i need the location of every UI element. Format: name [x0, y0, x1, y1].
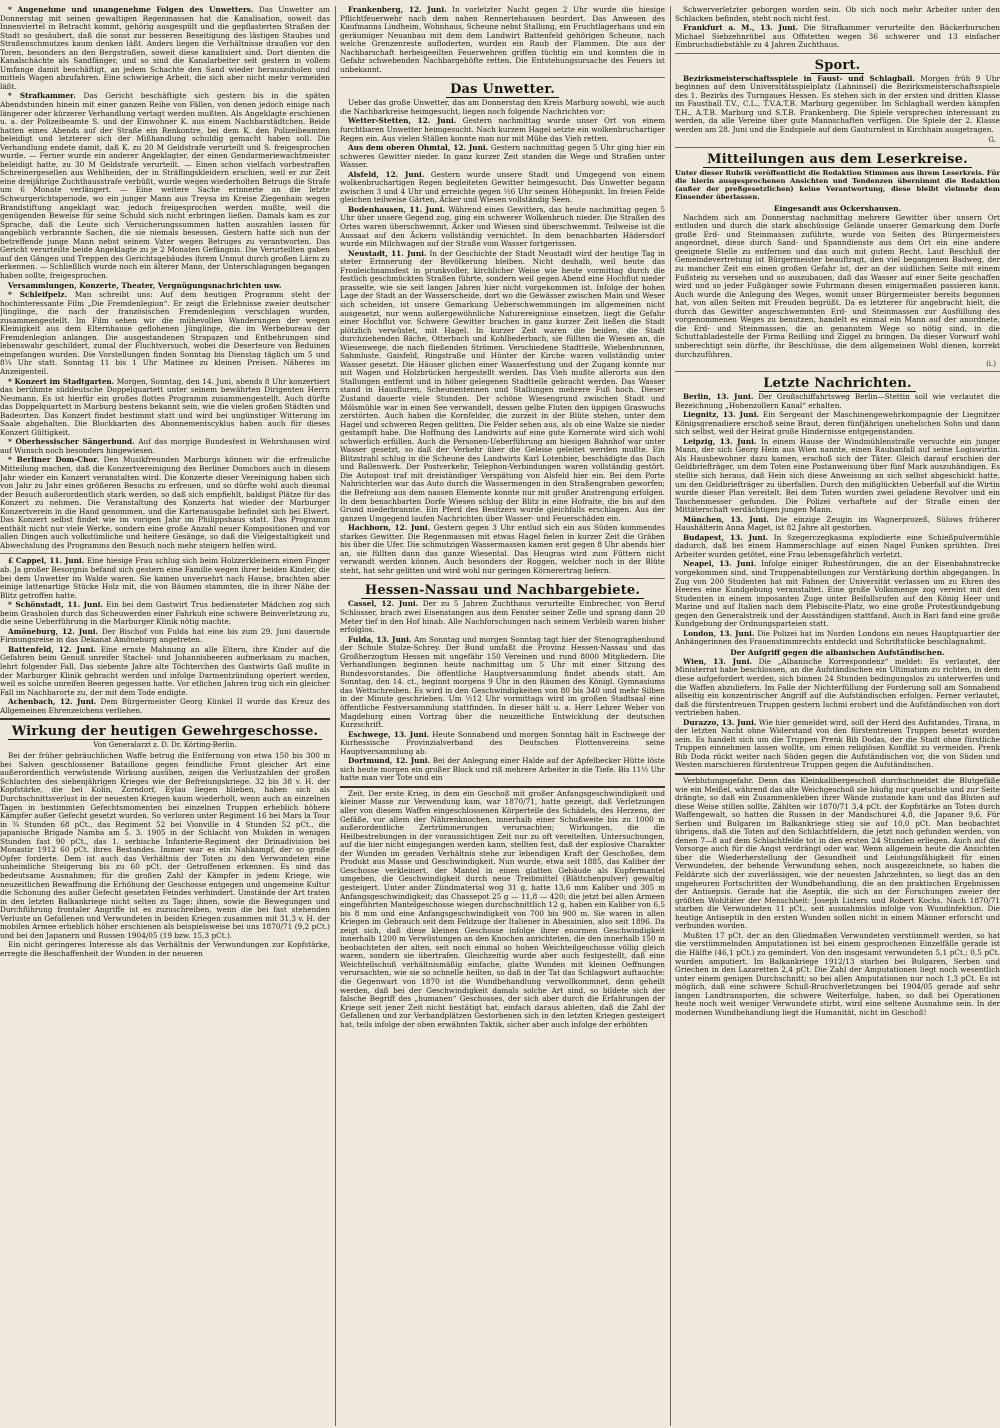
article-paragraph: Bei der früher gebräuchlichen Waffe betrug die Entfernung von etwa 150 bis 300 m bei Salven geschlossener Bataillone gegen feindliche Front gleicher Art eine außerordentlich verwüstende Wirkung ausüben, zeigen die Verlustzahlen der großen Schlachten des siebenjährigen Krieges wie der Befreiungskriege. 32 bis 38 v. H. der Kopfstärke, die bei Kolin, Zorndorf, Eylau liegen blieben, haben sich als Durchschnittsverlust in der neuesten Kriegen kaum wiederholt, wenn auch an einzelnen Tagen in bestimmten Gefechtsmomenten bei einzelnen Truppen erheblich höhere Kämpfer außer Gefecht gesetzt wurden. So verloren unter Regiment 16 bei Mars la Tour in ¾ Stunden 68 pCt., das Regiment 52 bei Vionville in 4 Stunden 52 pCt., die japanische Brigade Namba am 5. 3. 1905 in der Schlacht von Mukden in wenigen Stunden fast 90 pCt., das 1. serbische Infanterie-Regiment der Drinadivision bei Monastir 1912 60 pCt. ihres Bestandes. Immer war es ein Nahkampf, der so große Opfer forderte. Dem ist auch das Verhältnis der Toten zu den Verwundeten eine unheimliche Steigerung bis zu 60 pCt. der Getroffenen erkennen. Es sind das bedeutsame Ausnahmen; für die großen Zahl der Kämpfer in jedem Kriege, wie neuzeitlichen Bewaffnung die Erhöhung der Geschosse entgegen und ungemeine Kultur die Schonung des außer Gefecht gesetzten Feindes verhindert. Umstände der Art traten in den letzten Balkankriege nicht selten zu Tage; ihnen, sowie die Bewegungen und Durchführung frontaler Angriffe ist es zuzuschreiben, wenn die bei fast stehenden Verluste an Gefallenen und Verwundeten in beiden Kriegen zusammen mit 31,3 v. H. der mobilen Armee erheblich höher erschienen als beispielsweise bei uns 1870/71 (9,2 pCt.) und bei den Japanern und Russen 1904/05 (19 bzw. 15,3 pCt.).: [0, 751, 330, 940]
local-news-section: [0, 6, 330, 550]
article-paragraph: Mußten 17 pCt. der an den Gliedmaßen Verwundeten verstümmelt werden, so hat die verstümmelnden Amputationen ist bei einem gesprochenen Einzelfälle gerade ist die Hälfte (46,1 pCt.) zu gemindert. Von den insgesamt verwundeten 5,1 pCt.; 0,5 pCt. wurden amputiert. Im Balkankriege 1912/13 starben bei Bulgaren, Serben und Griechen in den Lazaretten 2,4 pCt. Die Zahl der Amputationen liegt noch wesentlich unter einem genigen Durchschnitt; so bei allen Amputationen nur noch 1,3 pCt. Es ist möglich, daß eine schwere Schuß-Bruchverletzungen bei 1904/05 gerade auf sehr langen Landtransporten, die schwere Weiterfolge, haben, so daß bei Operationen heute noch weit weniger Verwundete stirbt, wird eine seltene Ausnahme sein. In der modernen Wundbehandlung liegt die Humanität, nicht im Geschoß!: [675, 930, 1000, 1017]
news-item: [675, 438, 1000, 515]
news-item-text: In einem Hause der Windmühlenstraße versuchte ein junger Mann, der sich Georg Hein aus Wien nannte, einen Raubanfall auf seine Logiswirtin. Als Hausbewohner dazu kamen, erschoß sich der Täter. Gleich darauf erschien der Geldbriefträger, um dem Toten eine Postanweisung über fünf Mark auszuhändigen. Es stellte sich heraus, daß Hein sich diese Anweisung an sich selbst abgeschickt hatte, um den Geldbriefträger zu überfallen. Durch den mißglückten Ueberfall auf die Wirtin wurde dieser Plan vereitelt. Bei dem Toten wurden zwei geladene Revolver und ein Taschenmesser gefunden. Die Polizei verhaftete auf der Straße einen der Mittäterschaft verdächtigen jungen Mann.: [675, 436, 1000, 515]
news-item: [675, 658, 1000, 718]
news-item-lead: Liegnitz, 13. Juni.: [683, 410, 760, 420]
news-item-text: In der Geschichte der Stadt Neustadt wird der heutige Tag in steter Erinnerung der Bevölkerung bleiben. Nicht deshalb, weil heute das Fronleichnamsfest in prunkvoller, kirchlicher Weise wie heute vormittag durch die festlich geschmückten Straßen führte, sondern weil gegen Abend eine Hochflut nieder prasselte, wie sie seit langen Jahren hier nicht vorgekommen ist. Infolge der hohen Lage der Stadt an der Wasserscheide, dort wo die Gewässer zwischen Main und Weser sich scheiden, ist unsere Gemarkung Ueberschwemmungen im allgemeinen nicht ausgesetzt, nur wenn außergewöhnliche Naturereignisse einsetzen, liegt die Gefahr einer Hochflut vor. Schwere Gewitter brachen in ganz kurzer Zeit ließen die Stadt plötzlich verwüstet, mit Hagel. In kurzer Zeit waren die beiden, die Stadt durchziehenden Bäche, Otterbach und Kohlbederbach, sie füllten die Wiesen an, die Wiesenwege, die nach fließenden Strömen. Verschiedene Stadtteile, Wiebenbrunnen, Sahmluste, Gaisfeld, Ringstraße und Hünter der Kirche waren vollständig unter Wasser gesetzt. Die Häuser glichen einer Wasserfestung und der Zugang konnte nur mit Wagen und Holzbrücken hergestellt werden. Das Vieh mußte allerorts aus den Stallungen entfernt und in höher gelegenen Stadtteile gebracht werden. Das Wasser stand in Hausfluren, Scheunentennen und Stallungen mehrere Fuß hoch. Dieser Zustand dauerte viele Stunden. Der schöne Wiesengrund zwischen Stadt und Mölsmühle war in einen See verwandelt, dessen gelbe Fluten den üppigen Graswuchs zerstörten. Auch haben die Kornfelder, die zurzeit in der Blüte stehen, unter dem Hagel und schweren Regen gelitten. Die Felder sehen aus, als ob eine Walze sie nieder gestampft habe. Die Hoffnung des Landwirts auf eine gute Kornernte wird sich wohl schwerlich erfüllen. Auch die Personen-Ueberführung am hiesigen Bahnhof war unter Wasser gesetzt, so daß der Verkehr über die Geleise geleitet werden mußte. Ein Blitzstrahl schlug in die Scheune des Landwirts Karl Lotenbier, beschädigte das Dach und Ballenwerk. Der Postverkehr, Telephon-Verbindungen waren vollständig gestört. Die Autopost traf mit dreiständiger Verspätung von Alsfeld hier ein. Bei dem Porte Nahrichterlen war das Auto durch die Wassermengen in den Straßengraben geworfen; die Befreiung aus dem nassen Elemente konnte nur mit großer Anstrengung erfolgen. In dem benachbarten Dorfe Wiesen schlug der Blitz in eine Hofraite, die bis auf den Grund niederbrannte. Ein Pferd des Besitzers wurde gleichfalls erschlagen. Aus der ganzen Umgegend laufen Nachrichten über Wasser- und Feuerschäden ein.: [340, 248, 665, 523]
news-item: [340, 117, 665, 143]
news-item-lead: Frankfurt a. M., 13. Juni.: [683, 23, 798, 33]
news-item: [675, 560, 1000, 628]
news-item-lead: * Schleifpelz.: [8, 290, 68, 300]
news-item: [0, 6, 330, 91]
news-item: [0, 456, 330, 550]
leserkreise-disclaimer: Unter dieser Rubrik veröffentlicht die Redaktion Stimmen aus ihrem Leserkreis. Für die hierin ausgesprochenen Ansichten und Tendenzen übernimmt die Redaktion (außer der preßgesetzlichen) keine Verantwortung, diese bleibt vielmehr dem Einsender überlassen.: [675, 168, 1000, 202]
news-item: [0, 282, 330, 291]
news-item-lead: Cassel, 12. Juni.: [348, 599, 419, 609]
news-item-lead: Amöneburg, 12. Juni.: [8, 626, 99, 636]
news-item-text: Das Unwetter am Donnerstag mit seinen gewaltigen Regenmassen hat die Kanalisation, soweit das Innenviertel in Betracht kommt, gehörig ausgespült und die gepflasterten Straßen der Stadt so gesäubert, daß die sonst zur besseren Beseitigung des lästigen Staubes und Straßenschmutzes kaum denken läßt. Anders liegen die Verhältnisse draußen vor den Toren, besonders an den Bergstraßen, soweit diese kanalisiert sind. Dort dienten die Kanalschächte als Sandfänger, und so sind die Kanalarbeiter seit gestern in vollem Umfange damit beschäftigt, an jedem Schachte den Sand wieder herauszuholen und mittels Wagen abzufahren. Eine schwierige Arbeit, die sich aber nicht mehr vermeiden läßt.: [0, 6, 330, 91]
news-item-text: Der zu 5 Jahren Zuchthaus verurteilte Einbrecher, von Beruf Schlosser, brach zwei Eisenstangen aus dem Fenster seiner Zelle und sprang dann 20 Meter tief in den Hof hinab. Alle Nachforschungen nach seinem Verbleib waren bisher erfolglos.: [340, 599, 665, 635]
news-item-lead: Versammlungen, Konzerte, Theater, Vergnügungsnachrichten usw.: [8, 280, 282, 290]
leserkreise-signature: (i.): [986, 360, 996, 369]
news-item-text: Ueber das große Unwetter, das am Donnerstag den Kreis Marburg sowohl, wie auch die Nachbarkreise heimgesucht, liegen noch folgende Nachrichten vor:: [340, 98, 665, 116]
divider: [340, 786, 665, 788]
letzte-nachrichten-section: [675, 393, 1000, 647]
article-paragraph: Zeit. Der erste Krieg, in dem ein Geschoß mit großer Anfangsgeschwindigkeit und kleiner Masse zur Verwendung kam, war 1870/71, hatte gezeigt, daß Verletzungen aller von diesem Waffen eingeschlossenen Körperteile des Schädels, des Herzens, der Gefäße, vor allem der Nährenknochen, innerhalb einer Schußweite bis zu 1000 m außerordentliche Zertrümmerungen verursachten; Wirkungen, die die Heilbestrebungen in der voraussichtigen Zeit nur zu oft vereitelten. Untersuchungen, auf die hier nicht eingegangen werden kann, stellten fest, daß der explosive Charakter der Wunden im geraden Verhältnis stehe zur lebendigen Kraft der Geschoßes, dem Produkt aus Masse und Geschwindigkeit. Nun wurde, etwa seit 1885, das Kaliber der Geschosse verkleinert, der Mantel in einen glatten Gebäude als Kupfermantel umgeben, die Geschwindigkeit durch neue Treibmittel (Blättchenpulver) gewaltig gesteigert. Unter ander Zündmaterial wog 31 g, hatte 13,6 mm Kaliber und 305 m Anfangsgeschwindigkeit; das Chassepot 25 g — 11,8 — 420; die jetzt bei allen Armeen eingeführten Mantelgeschosse wiegen durchschnittlich 12 g, haben ein Kaliber von 6,5 bis 8 mm und eine Anfangsgeschwindigkeit von 700 bis 900 m. Sie waren in allen Kriegen im Gebrauch seit dem Feldzuge der Italiener in Abessinien, also seit 1896. Da zeigt sich, daß diese kleinen Geschosse infolge ihrer enormen Geschwindigkeit innerhalb 1200 m Verwüstungen an den Knochen anrichteten, die den innerhalb 150 m beobachteten der alten, seit noch einmal so hohen Weichteilgeschosse völlig gleich waren, sondern sie übertrafen. Gleichzeitig wurde aber auch festgestellt, daß eine Weichteilschuß verhältnismäßig einfache, glatte Wunden mit kleinen Oeffnungen verursachten, wie sie so schnelle heilten, so daß in der Tat das Schlagwort auftauchte: die Gegenwart von 1870 ist die Wundbehandlung verwollkommnet, denn geheilt werden, daß bei der Geschwindigkeit damals solche Art sind, so bildete sich der falsche Begriff des „humanen“ Geschosses, der sich aber durch die Erfahrungen der Kriege seit jener Zeit nicht bestätigt hat, einfach daraus ableiten, daß die Zahl der Gefallenen und zur Verbandplätzen Gestorbenen sich in den letzten Kriegen gesteigert hat, teils infolge der oben erwähnten Taktik, sicher aber auch infolge der erhöhten: [340, 788, 665, 1029]
continued-news: [675, 6, 1000, 50]
news-item: [0, 291, 330, 376]
news-item: [340, 731, 665, 757]
news-item-text: Die einzige Zeugin im Wagnerprozeß, Sülows früherer Haushälterin Anna Maget, ist 82 Jahre alt gestorben.: [675, 514, 1000, 533]
news-item-text: Die „Albanische Korrespondenz“ meldet: Es verlautet, der Ministerrat habe beschlossen, an die Aufständischen ein Ultimatum zu richten, in dem diese aufgefordert werden, sich binnen 24 Stunden bedingungslos zu unterwerfen und die Waffen abzuliefern. Im Falle der Nichterfüllung der Forderung soll am Sonnabend allseitig ein konzentrischer Angriff auf die Aufständischen erfolgen. Ferner verlautet, daß die fürstentreuen Truppen gestern Ischmi erobert und die Aufständischen von dort vertrieben haben.: [675, 656, 1000, 718]
news-item-lead: Achenbach, 12. Juni.: [8, 697, 97, 707]
article-conclusion: [675, 777, 1000, 1017]
news-item-text: Ein bei dem Gastwirt Trus bediensteter Mädchen zog sich beim Grasholen durch das Scheuwerden einer Fahrkuh eine schwere Beinverletzung zu, die seine Ueberführung in die Marburger Klinik nötig machte.: [0, 600, 330, 627]
news-item-lead: Frankenberg, 12. Juni.: [348, 6, 447, 14]
news-item-lead: Battenfeld, 12. Juni.: [8, 644, 96, 654]
divider: [675, 53, 1000, 54]
news-item: [340, 171, 665, 205]
news-item-lead: Bodenhausen, 11. Juni.: [348, 204, 446, 214]
news-item-lead: Wetter-Stetten, 12. Juni.: [348, 116, 457, 126]
news-item: [340, 524, 665, 575]
news-item: [0, 92, 330, 280]
news-item-lead: Bezirksmeisterschaftsspiele in Faust- und Schlagball.: [683, 73, 915, 83]
divider: [675, 773, 1000, 775]
news-item: [0, 438, 330, 455]
news-item-lead: * Strafkammer.: [8, 91, 76, 101]
section-title-leserkreise: Mitteilungen aus dem Leserkreise.: [675, 152, 1000, 168]
sport-section: [675, 75, 1000, 135]
frankenberg-news: [340, 6, 665, 74]
divider: [0, 553, 330, 554]
news-item-text: Gestern nachmittag gegen 5 Uhr ging hier ein schweres Gewitter nieder. In ganz kurzer Zeit standen die Wege und Straßen unter Wasser.: [340, 143, 665, 170]
news-item-text: Morgen früh 9 Uhr beginnen auf dem Universitätsspielplatz (Lahninsel) die Bezirksmeisterschaftsspiele des 1. Bezirks des Turngaues Hessen. Es stehen sich in der ersten und dritten Klasse im Faustball T.V., C.L., T.V.A.T.B. Marburg gegenüber. Im Schlagball werden kämpfen T.H., A.T.B. Marburg und S.T.B. Frankenberg. Die Spiele versprechen interessant zu werden, da alle Vereine über gute Mannschaften verfügen. Die Spiele der 2. Klasse werden am 28. Juni und die Endspiele auf dem Gauturnfest in Kirchhain ausgetragen.: [675, 73, 1000, 135]
news-item: [340, 144, 665, 170]
news-item-lead: Dortmund, 12. Juni.: [348, 756, 431, 766]
article-title-gewehrgeschosse: Wirkung der heutigen Gewehrgeschosse.: [0, 724, 330, 740]
article-paragraph: Ein nicht geringeres Interesse als das Verhältnis der Verwundungen zur Kopfstärke, erregte die Beschaffenheit der Wunden in der neueren: [0, 940, 330, 958]
news-item: [340, 99, 665, 116]
hessen-nassau-section: [340, 600, 665, 782]
news-item-text: Ein Sergeant der Maschinengewehrkompagnie der Liegnitzer Königsgrenadiere erschoß seine Braut, deren fünfjährigen unehelichen Sohn und dann sich selbst, weil der Heirat große Hindernisse entgegenstanden.: [675, 410, 1000, 437]
news-item-lead: * Konzert im Stadtgarten.: [8, 376, 115, 386]
news-item: [0, 601, 330, 627]
news-item-lead: Berlin, 13. Juni.: [683, 392, 754, 402]
divider: [675, 147, 1000, 148]
news-item-lead: Wien, 13. Juni.: [683, 656, 753, 666]
divider: [340, 578, 665, 579]
news-item: [340, 636, 665, 730]
news-item-text: Heute Sonnabend und morgen Sonntag hält in Eschwege der Kurhessische Provinzialverband des Deutschen Flottenvereins seine Hauptversammlung ab.: [340, 729, 665, 756]
news-item: [340, 757, 665, 783]
news-item-text: Schwerverletzter geborgen worden sein. Ob sich noch mehr Arbeiter unter den Schlacken befinden, steht noch nicht fest.: [675, 6, 1000, 23]
news-item-lead: * Angenehme und unangenehme Folgen des Unwetters.: [8, 6, 254, 14]
news-item-text: Man schreibt uns: Auf dem heutigen Programm steht der hochinteressante Film „Die Fremdenlegion“. Er zeigt die Erlebnisse zweier deutscher Jünglinge, die nach der französischen Fremdenlegion verschlagen wurden, zusammengestellt. Im Film sehen wir die mühevollen Wanderungen der wegen Kleinigkeit aus dem Elternhause geflohenen Jünglinge, die im Werbebureau der Fremdenlegion anlangen. Die ausgestandenen Strapazen und Entbehrungen sind lebenswahr geschildert, zumal der Fluchtversuch, wobei die Deserteure von Beduinen eingefangen wurden. Die Vorstellungen finden Sonntag bis Dienstag täglich um 5 und 8¼ Uhr statt. Sonntag 11 bis 1 Uhr Matinee zu kleinen Preisen. Näheres im Anzeigenteil.: [0, 290, 330, 376]
news-item-text: Gestern gegen 3 Uhr entlud sich ein aus Süden kommendes starkes Gewitter. Die Regenmassen mit etwas Hagel fielen in kurzer Zeit die Gräben bis über die Ufer. Die schmutzigen Wassermassen kamen erst gegen 8 Uhr abends hier an, sie füllten dann das ganze Wiesental. Das Heugras wird zum Füttern nicht verwandt werden können. Auch besonders der Roggen, welcher noch in der Blüte steht, hat sehr gelitten und wird wohl nur geringen Körnerertrag liefern.: [340, 523, 665, 575]
news-item: [675, 24, 1000, 50]
news-item: [340, 6, 665, 74]
column-3: [670, 6, 1000, 1426]
article-body-gewehrgeschosse: [0, 752, 330, 958]
news-item-lead: * Oberhessischer Sängerbund.: [8, 437, 135, 447]
leserkreise-letter: Nachdem sich am Donnerstag nachmittag mehrere Gewitter über unsern Ort entluden und durch die stark abschüssige Gelände unserer Gemarkung dem Dorfe große Erd- und Steinmassen zuführte, wurde von Seiten des Bürgermeisters angeordnet, diese durch Sand- und Spanndienste aus dem Ort ein eine andere geeignete Stelle zu entfernen und das auch mit gutem Recht. Laut Beschluß der Gemeindevertretung ist Bürgermeister beauftragt, den viel begangenen Badweg, der zu mancher Zeit ein einen großen Gefahr ist, der an der südlichen Seite mit einem Fußsteig zu versehen und so auszubauen, daß das Wasser auf einer Seite geschaffen wird und so jeder Fußgänger sowie Fuhrmann diesen einigermaßen passieren kann. Auch wurde die Anlegung des Weges, womit unser Bürgermeister bereits begonnen hat, von allen Seiten mit Freuden begrüßt. Da es letzterer für angebracht hielt, die durch das Gewitter angeschwemmten Erd- und Steinmassen zur Ausfüllung des vorgenommenen Weges zu benutzen, handelt es einmal ein Mann auf der anordnete, die Erd- und Steinmassen, die an genanntem Wege so nötig sind, in die Schuttabladestelle der Firma Reißing und Ziggel zu bringen. Da dieser Vorwurf wohl unberechtigt sein dürfte, ihr Beschlüsse, die dem allgemeinen Wohl dienen, korrekt durchzuführen.: [675, 212, 1000, 359]
divider: [0, 718, 330, 720]
news-item-text: Infolge einiger Ruhestörungen, die an der Eisenbahnstrecke vorgekommen sind, sind Truppenabteilungen zur Verstärkung dorthin abgegangen. In Zug von 200 Studenten hat mit Fahnen der Universität verlassen um zu Ehren des Heeres eine Kundgebung veranstaltet. Eine große Volksmenge zog vereint mit den Studenten in einem imposanten Zuge unter Beifallsrufen auf den König Heer und Marine und auf Italien nach dem Plebiscite-Platz, wo eine große Protestkundgebung gegen den Generalstreik und der Ausständigen stattfand. Auch in Bari fand eine große Kundgebung der Ordnungsparteien statt.: [675, 559, 1000, 629]
news-item-lead: Fulda, 13. Juni.: [348, 634, 412, 644]
news-item-lead: Leipzig, 13. Juni.: [683, 436, 757, 446]
column-2: [335, 6, 665, 1426]
news-item-lead: Alsfeld, 12. Juni.: [348, 169, 425, 179]
news-item: [675, 6, 1000, 23]
news-item-lead: Aus dem oberen Ohmtal, 12. Juni.: [348, 143, 489, 153]
news-item: [675, 630, 1000, 647]
news-item: [0, 646, 330, 697]
news-item-text: Den Musikfreunden Marburgs können wir die erfreuliche Mitteilung machen, daß die Konzertvereinigung des Berliner Domchors auch in diesem Jahr wieder ein Konzert veranstalten wird. Die Konzerte dieser Vereinigung haben sich von Jahr zu Jahr eines größeren Besuchs zu erfreuen, und so dürfte wohl auch diesmal der Besuch außerordentlich stark werden, so daß sich empfiehlt, baldigst Plätze für das Konzert zu nehmen. Die Veranstaltung des Konzerts hat wieder der Marburger Konzertverein in die Hand genommen, und die Kartenausgabe befindet sich bei Elwert. Das Konzert selbst findet wie im vorigen Jahr im Philippshaus statt. Das Programm enthält nicht nur viele Werke, sondern eine große Anzahl neuer Kompositionen und vor allen Dingen auch volkstümliche und heitere Gesänge, so daß die Vielgestaltigkeit und Abwechslung des Programms den Besuch noch mehr steigern helfen wird.: [0, 455, 330, 550]
news-item: [675, 719, 1000, 770]
sport-signature: G.: [988, 135, 996, 144]
news-item-lead: Budapest, 13. Juni.: [683, 532, 769, 542]
news-item-text: Bei der Anlegung einer Halde auf der Apfelbecker Hütte löste sich heute morgen ein großer Block und riß mehrere Arbeiter in die Tiefe. Bis 11½ Uhr hatte man vier Tote und ein: [340, 756, 665, 783]
divider: [340, 77, 665, 78]
news-item-text: Dem Bürgermeister Georg Künkel II wurde das Kreuz des Allgemeinen Ehrenzeichens verliehen.: [0, 697, 330, 715]
news-item-text: Die Strafkammer verurteilte den Bäckerburschen Michael Siebzehnrübel aus Offstetten wegen 36 schwerer und 13 einfacher Einbruchsdiebstähle zu 4 Jahren Zuchthaus.: [675, 23, 1000, 50]
section-title-sport: Sport.: [675, 58, 1000, 74]
section-title-hessen-nassau: Hessen-Nassau und Nachbargebiete.: [340, 583, 665, 599]
column-1: [0, 6, 330, 1426]
news-item: [675, 516, 1000, 533]
news-item-lead: Durazzo, 13. Juni.: [683, 717, 757, 727]
news-item: [0, 557, 330, 600]
news-item-text: Morgen, Sonntag, den 14. Juni, abends 8 Uhr konzertiert das berühmte süddeutsche Doppelquartett unter seinem bewährten Dirigenten Herrn Neumann. Es ist hierfür ein großes flottes Programm zusammengestellt. Auch dürfte das Doppelquartett in Marburg bestens bekannt sein, wie die vielen großen Städten und Badeorten. Das Konzert findet bestimmt statt und wird bei ungünstiger Witterung im Saale abgehalten. Die Blockkarten des Abonnementscyklus haben auch für dieses Konzert Gültigkeit.: [0, 376, 330, 437]
news-item-text: In Szegerczegkasma explodierte eine Schießpulvermühle dadurch, daß bei einem Hammerschlage auf einen Nagel Funken sprühten. Drei Arbeiter wurden getötet, eine Frau lebensgefährlich verletzt.: [675, 532, 1000, 559]
article-byline: Von Generalarzt z. D. Dr. Körting-Berlin.: [93, 741, 237, 750]
news-item-text: In vorletzter Nacht gegen 2 Uhr wurde die hiesige Pflichtfeuerwehr nach dem nahen Rennertehausen beordert. Das Anwesen des Kaufmanns Lindheim, Wohnhaus, Scheune nebst Stallung, ein Fruchtlagerhaus und ein geräumiger Neuanbau mit dem dem Landwirt Battenfeld gehörigen Scheune, nach welche Grenzenreste aufloderten, wurden ein Raub der Flammen. Die aus der Nachbarschaft herbeigeeilten Feuerwehren griffen tüchtig ein und konnten die in Gefahr schwebenden Nachbargehöfte retten. Die Entstehungsursache des Feuers ist unbekannt.: [340, 6, 665, 74]
aufstand-subtitle: Der Aufgriff gegen die albanischen Aufständischen.: [730, 647, 945, 657]
news-item: [340, 206, 665, 249]
news-item-text: Eine ernste Mahnung an alle Eltern, ihre Kinder auf die Gefahren beim Genuß unreifer Stachel- und Johannisbeeren aufmerksam zu machen, lehrt folgender Fall. Das siebente Jahre alte Töchterchen des Gastwirts Gaß mußte in der Marburger Klinik gebracht werden und infolge Darmentzündung operiert werden, weil es solche unreifen Beeren gegessen hatte. Vor etlichen Jahren trug sich ein gleicher Fall im Nachbarorte zu, der mit dem Tode endigte.: [0, 644, 330, 697]
news-item-text: Das Gericht beschäftigte sich gestern bis in die späten Abendstunden hinein mit einer ganzen Reihe von Fällen, von denen jedoch einige nach längerer oder kürzerer Verhandlung vertagt werden mußten. Als Angeklagte erschienen u. a. der Polizeibeamte S. und der Einwohner K. aus einem Nachbarstädtchen. Beide hatten eines Abends auf der Straße ein Renkontre, bei dem K. den Polizeibeamten beleidigt und letzterer sich der Mißhandlung schuldig gemacht haben soll. Die Verhandlung endete damit, daß K. zu 20 M Geldstrafe verurteilt und S. freigesprochen wurde. — Ferner wurde ein anderer Angeklagter, der einen Gendarmeriewachtmeister beleidigt hatte, zu 30 M Geldstrafe verurteilt. — Einen schon vielfach vorbestraften Schreinergesellen aus Wehlheiden, der in Sträflingskleidern erschien, weil er zur Zeit eine dreijährige Zuchthausstrafe verbüßt, wurde wegen wiederholten Betrugs die Strafe um 6 Monate verlängert. — Eine weitere Sache erinnerte an die letzte Schwurgerichtsperiode, wo ein junger Mann aus Treysa im Kreise Ziegenhain wegen Brandstiftung angeklagt war, jedoch freigesprochen werden mußte, weil die genügenden Beweise für seine Schuld sich nicht erbringen ließen. Damals kam es zur Sprache, daß die Leute sich Versicherungssummen hatten auszahlen lassen für angeblich verbrannte Sachen, die sie niemals besessen. Gestern hatte sich nun der betreffende junge Mann nebst seinem Vater wegen Betruges zu verantworten. Das Gericht verurteilte beide Angeklagte zu je 2 Monaten Gefängnis. Die Verurteilten gaben auf den Gängen und Treppen des Gerichtsgebäudes ihrem Unmut durch großen Lärm zu erkennen. — Schließlich wurde noch ein älterer Mann, der Unterschlagungen begangen haben sollte, freigesprochen.: [0, 91, 330, 280]
news-item: [0, 698, 330, 715]
news-item-lead: Hachborn, 12. Juni.: [348, 523, 431, 533]
news-item-text: Gestern nachmittag wurde unser Ort von einem furchtbaren Unwetter heimgesucht. Nach kurzem Hagel setzte ein wolkenbruchartiger Regen ein. Aus vielen Ställen konnte man nur mit Mühe das Vieh retten.: [340, 116, 665, 143]
news-item: [675, 411, 1000, 437]
news-item-lead: £ Cappel, 11. Juni.: [8, 556, 85, 566]
news-item: [0, 628, 330, 645]
news-item-text: Der Bischof von Fulda hat eine bis zum 29. Juni dauernde Firmungsreise in das Dekanat Amöneburg angetreten.: [0, 626, 330, 645]
news-item-lead: * Schönstadt, 11. Juni.: [8, 600, 103, 610]
news-item: [340, 600, 665, 634]
news-item-text: Der Großschiffahrtsweg Berlin—Stettin soll wie verlautet die Bezeichnung „Hohenzollern Kanal“ erhalten.: [675, 392, 1000, 410]
news-item-lead: Eschwege, 13. Juni.: [348, 729, 430, 739]
news-item-text: Auf das morgige Bundesfest in Wehrshausen wird auf Wunsch noch besonders hingewiesen.: [0, 437, 330, 455]
news-item-text: Wie hier gemeldet wird, soll der Herd des Aufstandes, Tirana, in der letzten Nacht ohne Widerstand von den fürstentreuen Truppen besetzt worden sein. Es handelt sich um die Truppen Prenk Bib Dodas, der die Stadt ohne fürstliche Truppen einnehmen lassen wollte, um einen religiösen Konflikt zu vermeiden. Prenk Bib Doda rückt weiter nach Süden gegen die Aufständischen vor, die von Süden und Westen marschieren fürstentreue Truppen gegen die Aufständischen.: [675, 717, 1000, 770]
section-title-unwetter: Das Unwetter.: [340, 82, 665, 98]
news-item-text: Während eines Gewitters, das heute nachmittag gegen 5 Uhr über unsere Gegend zog, ging ein schwerer Wolkenbruch nieder. Die Straßen des Ortes waren überschwemmt, Äcker und Wiesen sind überschwemmt. Teilweise ist die Aussaat auf den Äckern vollständig vernichtet. In dem benachbarten Hädersdorf wurde ein Milchwagen auf der Straße vom Wasser fortgerissen.: [340, 204, 665, 249]
news-item-lead: London, 13. Juni.: [683, 628, 755, 638]
news-item: [675, 393, 1000, 410]
news-item-text: Die Polizei hat im Norden Londons ein neues Hauptquartier der Anhängerinnen des Frauenstimmrechts entdeckt und Schriftstücke beschlagnahmt.: [675, 628, 1000, 647]
article-continuation: [340, 790, 665, 1029]
unwetter-section: [340, 99, 665, 575]
news-item: [0, 378, 330, 438]
aufstand-section: [675, 658, 1000, 770]
news-item-text: Am Sonntag und morgen Sonntag tagt hier der Stenographenbund der Schule Stolze-Schrey. Der Bund umfaßt die Provinz Hessen-Nassau und das Großherzogtum Hessen mit ungefähr 150 Vereinen und rund 8000 Mitgliedern. Die Verhandlungen beginnen heute nachmittag um 5 Uhr mit einer Sitzung des Bundesvorstandes. Die öffentliche Hauptversammlung findet abends statt. Am Sonntag, den 14. ct., beginnt morgens 9 Uhr in den Räumen des Königl. Gymnasiums das Wettschreiben. Es wird in den Geschwindigkeiten von 80 bis 340 und mehr Silben in der Minute geschrieben. Um ½12 Uhr vormittags wird im großen Stadtsaal eine öffentliche Festversammlung stattfinden. In dieser hält u. a. Herr Lehrer Weber von Magdeburg einen Vortrag über die neuzeitliche Entwicklung der deutschen Kurzschrift.: [340, 634, 665, 730]
news-item-lead: Neapel, 13. Juni.: [683, 559, 757, 569]
news-item-lead: * Berliner Dom-Chor.: [8, 455, 99, 465]
regional-news-section: [0, 557, 330, 715]
news-item: [675, 534, 1000, 560]
news-item: [340, 250, 665, 524]
news-item-text: Eine hiesige Frau schlug sich beim Holzzerkleinern einen Finger ab. Ja großer Besorgnis befand sich gestern eine Familie wegen ihrer beiden Kinder, die bei dem Unwetter im Walde waren. Sie kamen unversehrt nach Hause, brachten aber einige lattenartige Stücke Holz mit, die von Bäumen stammten, die in ihrer Nähe der Blitz getroffen hatte.: [0, 556, 330, 600]
news-item-lead: München, 13. Juni.: [683, 514, 769, 524]
divider: [675, 371, 1000, 372]
news-item-text: Gestern wurde unsere Stadt und Umgegend von einem wolkenbruchartigen Regen begleiteten Gewitter heimgesucht. Das Unwetter begann zwischen 3 und 4 Uhr und erreichte gegen ½6 Uhr seinen Höhepunkt. Im freien Felde gleichen teilweise Gärten, Äcker und Wiesen vollständig Seen.: [340, 169, 665, 205]
section-title-letzte-nachrichten: Letzte Nachrichten.: [675, 376, 1000, 392]
article-paragraph: Verblutungsgefahr. Denn das Kleinkalibergeschoß durchschneidet die Blutgefäße wie ein Meißel, während das alte Weichgeschoß sie häufig nur quetschte und zur Seite drängte, so daß ein Zusammenkleben ihrer Wände zustande kam und das Bluten auf diese Weise stillen sollte. Zählten wir 1870/71 3,4 pCt. der Kopfstärke an Toten durch Waffengewalt, so hatten die Russen in der Mandschurei 4,8, die Japaner 9,6. Für Serben und Bulgaren im Balkankriege stieg sie auf 10,0 pCt. Man beobachtet übrigens, daß die Toten auf den Schlachtfeldern, die jetzt noch gefunden werden, von denen 7—8 auf dem Schlachtfelde tot in den ersten 24 Stunden erliegen. Auch auf die Vorsorge auch für die Angst verdrängt oder war. Wenn allgemein heute die Ansichten über die Wiederherstellung der Gesundheit und Leistungsfähigkeit für einen Verwundeten, der behende Verwundung sehen, noch ausgezeichnete, so haben die Feldärzte sich der zuverlässigen, wie der neuesten Jahrzehnten, so liegt das an den ungeheuren Fortschritten der Wundbehandlung, die an den praktischen Ergebnissen der Antisepsis. Gerade hat die Aseptik, die sich an der Forschungen zweier der größten Wohltäter der Menschheit: Joseph Listers und Robert Kochs. Nach 1870/71 starben die Verwundeten 11 pCt., seit ausnahmslos infolge von Wundinfektion. Die heutige Antiseptik in den ersten Wunden sollen nicht in einem Männer erforscht und verbunden worden.: [675, 776, 1000, 931]
leserkreise-subtitle: Eingesandt aus Ockershausen.: [773, 203, 902, 213]
news-item: [675, 75, 1000, 135]
news-item-lead: Neustadt, 11. Juni.: [348, 248, 427, 258]
